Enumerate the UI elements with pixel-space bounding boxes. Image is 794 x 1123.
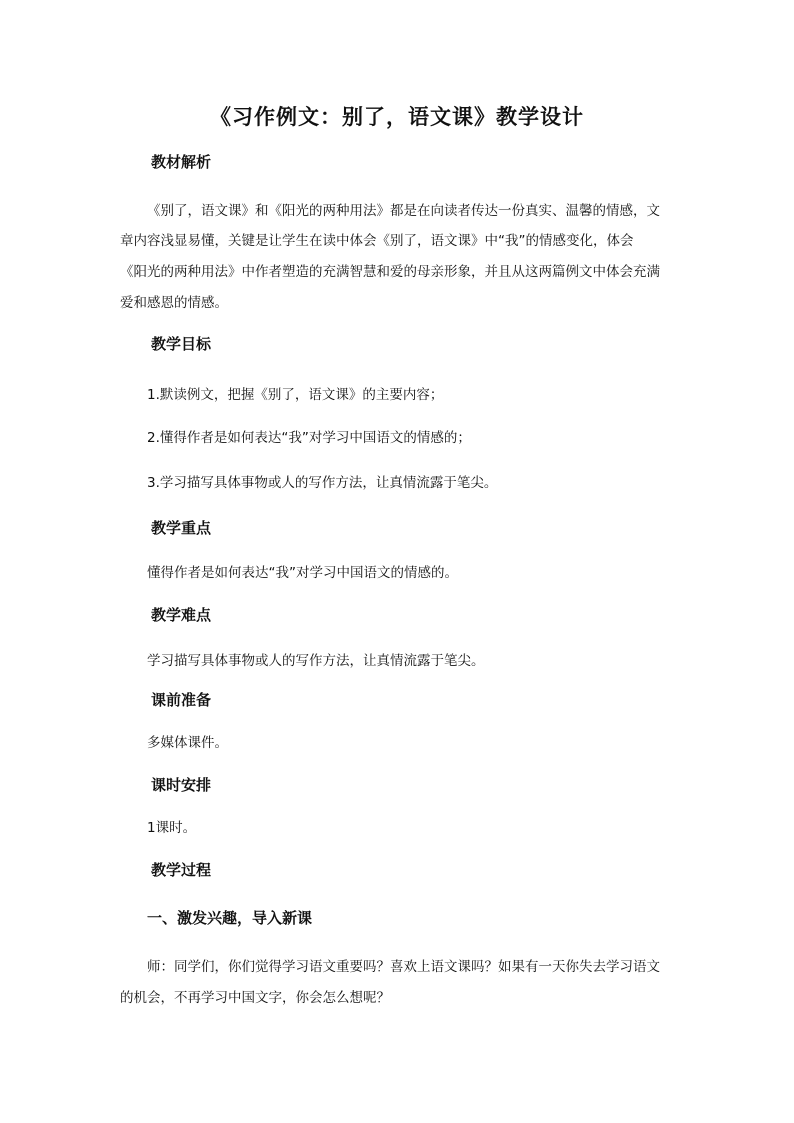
analysis-line: 《阳光的两种用法》中作者塑造的充满智慧和爱的母亲形象，并且从这两篇例文中体会充满 xyxy=(120,264,660,280)
difficulties-text: 学习描写具体事物或人的写作方法，让真情流露于笔尖。 xyxy=(147,653,485,669)
process-step-heading: 一、激发兴趣，导入新课 xyxy=(147,909,313,927)
heading-difficulties: 教学难点 xyxy=(151,606,212,624)
process-line: 师：同学们，你们觉得学习语文重要吗？喜欢上语文课吗？如果有一天你失去学习语文 xyxy=(147,959,660,975)
goal-item: 3.学习描写具体事物或人的写作方法，让真情流露于笔尖。 xyxy=(147,475,498,491)
document-title: 《习作例文：别了，语文课》教学设计 xyxy=(210,105,584,129)
process-line: 的机会，不再学习中国文字，你会怎么想呢？ xyxy=(120,990,390,1006)
analysis-line: 爱和感恩的情感。 xyxy=(120,295,228,311)
goal-item: 2.懂得作者是如何表达“我”对学习中国语文的情感的； xyxy=(147,430,471,446)
goal-item: 1.默读例文，把握《别了，语文课》的主要内容； xyxy=(147,387,444,403)
schedule-text: 1课时。 xyxy=(147,820,197,836)
heading-analysis: 教材解析 xyxy=(151,153,212,171)
heading-process: 教学过程 xyxy=(151,861,212,879)
heading-key-points: 教学重点 xyxy=(151,519,212,537)
key-points-text: 懂得作者是如何表达“我”对学习中国语文的情感的。 xyxy=(147,565,458,581)
heading-schedule: 课时安排 xyxy=(151,776,212,794)
heading-preparation: 课前准备 xyxy=(151,691,212,709)
heading-goals: 教学目标 xyxy=(151,335,212,353)
analysis-line: 《别了，语文课》和《阳光的两种用法》都是在向读者传达一份真实、温馨的情感，文 xyxy=(147,203,660,219)
analysis-line: 章内容浅显易懂，关键是让学生在读中体会《别了，语文课》中“我”的情感变化，体会 xyxy=(120,233,634,249)
preparation-text: 多媒体课件。 xyxy=(147,735,228,751)
